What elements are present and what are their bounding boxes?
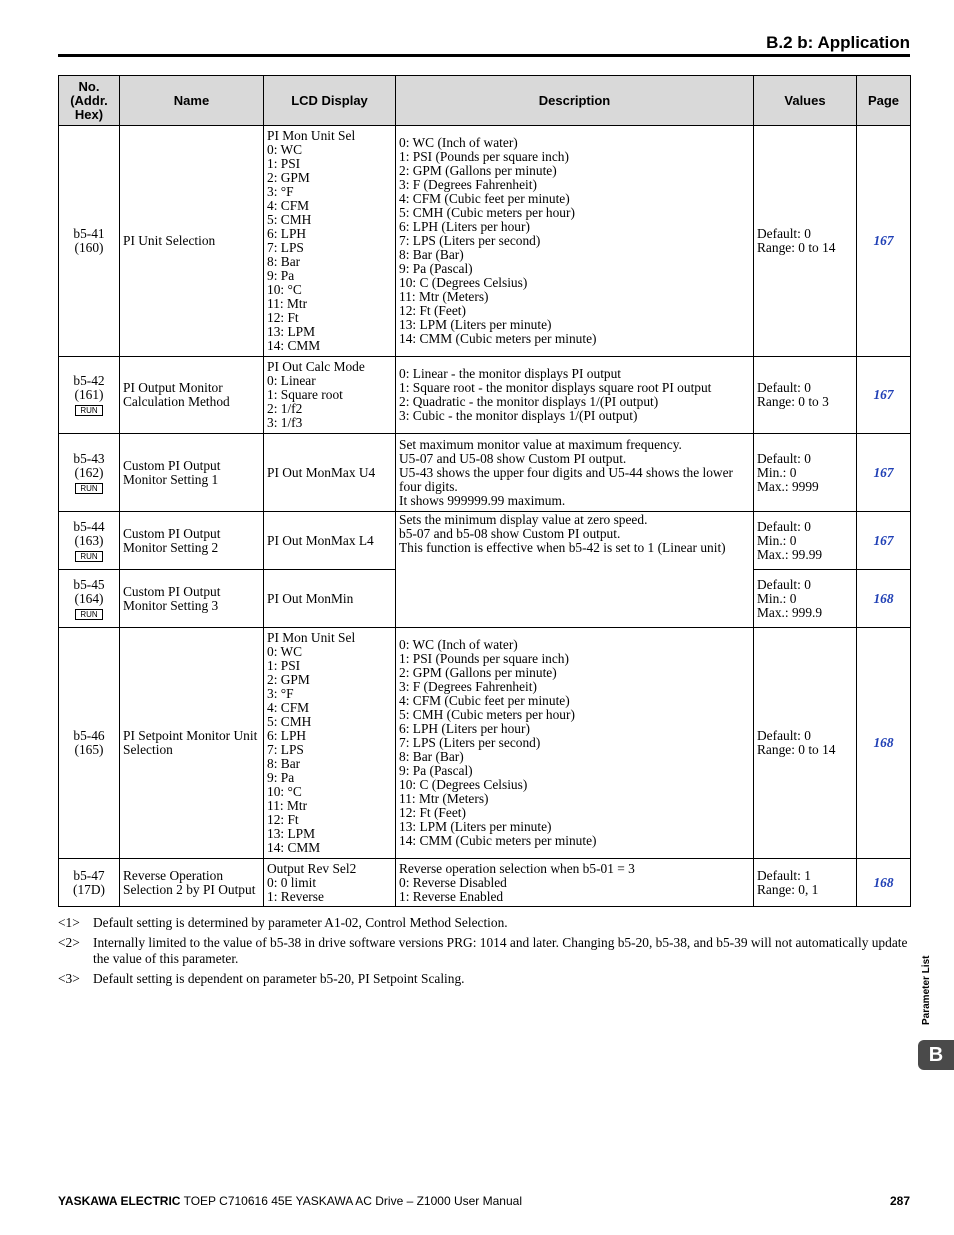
- param-address: (17D): [73, 881, 105, 897]
- page-link[interactable]: 167: [873, 387, 894, 402]
- footnote-number: <1>: [58, 915, 80, 930]
- param-values: Default: 0 Range: 0 to 14: [754, 126, 857, 357]
- param-address: (164): [74, 590, 104, 606]
- param-name: Custom PI Output Monitor Setting 3: [120, 570, 264, 628]
- param-description: Sets the minimum display value at zero speed. b5-07 and b5-08 show Custom PI output. This function is effective when b5-42 is set to 1 (Linear unit): [396, 512, 754, 628]
- column-header-no: No. (Addr. Hex): [59, 76, 120, 126]
- lcd-display: PI Out Calc Mode 0: Linear 1: Square root 2: 1/f2 3: 1/f3: [264, 357, 396, 434]
- param-address: (162): [74, 464, 104, 480]
- param-name: PI Setpoint Monitor Unit Selection: [120, 628, 264, 859]
- table-row: [59, 859, 911, 907]
- column-header-page: Page: [857, 76, 911, 126]
- param-number: b5-45: [73, 576, 105, 592]
- param-address: (165): [74, 742, 104, 757]
- param-number-cell: [59, 859, 120, 907]
- page-link[interactable]: 167: [873, 464, 894, 480]
- chapter-tab[interactable]: B: [918, 1040, 954, 1070]
- header-rule: [58, 54, 910, 57]
- run-badge: RUN: [75, 483, 103, 494]
- footnote: [58, 935, 910, 967]
- param-number: b5-43: [73, 450, 105, 466]
- lcd-display: PI Out MonMax L4: [264, 512, 396, 570]
- param-name: Custom PI Output Monitor Setting 2: [120, 512, 264, 570]
- param-description: 0: WC (Inch of water) 1: PSI (Pounds per square inch) 2: GPM (Gallons per minute) 3: F (Degrees Fahrenheit) 4: CFM (Cubic feet per minute) 5: CMH (Cubic meters per hour) 6: LPH (Liters per hour) 7: LPS (Liters per second) 8: Bar (Bar) 9: Pa (Pascal) 10: C (Degrees Celsius) 11: Mtr (Meters) 12: Ft (Feet) 13: LPM (Liters per minute) 14: CMM (Cubic meters per minute): [396, 126, 754, 357]
- param-values: Default: 0 Min.: 0 Max.: 99.99: [754, 512, 857, 570]
- param-number-cell: [59, 512, 120, 570]
- lcd-display: PI Out MonMin: [264, 570, 396, 628]
- footer-brand: YASKAWA ELECTRIC: [58, 1194, 181, 1208]
- param-number: b5-44: [73, 518, 105, 534]
- page-number: 287: [889, 1194, 910, 1208]
- run-badge: RUN: [75, 405, 103, 416]
- footer-document: [58, 1194, 522, 1208]
- param-number: b5-41: [73, 226, 105, 241]
- param-address: (160): [74, 240, 104, 255]
- param-values: Default: 1 Range: 0, 1: [754, 859, 857, 907]
- table-row: [59, 512, 911, 570]
- column-header-description: Description: [396, 76, 754, 126]
- page-cell: [857, 859, 911, 907]
- column-header-name: Name: [120, 76, 264, 126]
- footnote: [58, 915, 910, 931]
- page-cell: [857, 512, 911, 570]
- page-link[interactable]: 168: [873, 590, 894, 606]
- column-header-lcd: LCD Display: [264, 76, 396, 126]
- lcd-display: PI Out MonMax U4: [264, 434, 396, 512]
- column-header-values: Values: [754, 76, 857, 126]
- param-number: b5-47: [73, 867, 105, 883]
- param-number-cell: [59, 628, 120, 859]
- page-cell: [857, 570, 911, 628]
- page-cell: [857, 357, 911, 434]
- lcd-display: Output Rev Sel2 0: 0 limit 1: Reverse: [264, 859, 396, 907]
- footnote-text: Internally limited to the value of b5-38 in drive software versions PRG: 1014 and later. Changing b5-20, b5-38, and b5-39 will not automatically update the value of this parameter.: [93, 935, 908, 966]
- param-values: Default: 0 Min.: 0 Max.: 999.9: [754, 570, 857, 628]
- footnotes: [58, 915, 910, 991]
- footer-doc-title: TOEP C710616 45E YASKAWA AC Drive – Z1000 User Manual: [180, 1194, 522, 1208]
- param-number: b5-42: [73, 373, 105, 388]
- table-row: [59, 126, 911, 357]
- footnote-number: <3>: [58, 971, 80, 986]
- table-row: [59, 434, 911, 512]
- run-badge: RUN: [75, 551, 103, 562]
- parameter-table: [58, 75, 911, 907]
- run-badge: RUN: [75, 609, 103, 620]
- param-address: (163): [74, 532, 104, 548]
- page-cell: [857, 126, 911, 357]
- page-cell: [857, 628, 911, 859]
- param-values: Default: 0 Min.: 0 Max.: 9999: [754, 434, 857, 512]
- section-title: B.2 b: Application: [766, 33, 910, 52]
- param-name: PI Unit Selection: [120, 126, 264, 357]
- param-description: Reverse operation selection when b5-01 = 3 0: Reverse Disabled 1: Reverse Enabled: [396, 859, 754, 907]
- table-row: [59, 357, 911, 434]
- param-number-cell: [59, 357, 120, 434]
- table-header-row: [59, 76, 911, 126]
- param-values: Default: 0 Range: 0 to 3: [754, 357, 857, 434]
- param-name: PI Output Monitor Calculation Method: [120, 357, 264, 434]
- footnote: [58, 971, 910, 987]
- page-cell: [857, 434, 911, 512]
- param-name: Reverse Operation Selection 2 by PI Output: [120, 859, 264, 907]
- param-number-cell: [59, 126, 120, 357]
- param-description: 0: Linear - the monitor displays PI output 1: Square root - the monitor displays square root PI output 2: Quadratic - the monitor displays 1/(PI output) 3: Cubic - the monitor displays 1/(PI output): [396, 357, 754, 434]
- param-name: Custom PI Output Monitor Setting 1: [120, 434, 264, 512]
- page-link[interactable]: 167: [873, 532, 894, 548]
- footnote-text: Default setting is dependent on parameter b5-20, PI Setpoint Scaling.: [93, 971, 465, 986]
- footnote-text: Default setting is determined by parameter A1-02, Control Method Selection.: [93, 915, 508, 930]
- param-number-cell: [59, 570, 120, 628]
- param-number: b5-46: [73, 728, 105, 743]
- footnote-number: <2>: [58, 935, 80, 950]
- param-address: (161): [74, 387, 104, 402]
- chapter-side-label: Parameter List: [921, 955, 932, 1025]
- lcd-display: PI Mon Unit Sel 0: WC 1: PSI 2: GPM 3: °F 4: CFM 5: CMH 6: LPH 7: LPS 8: Bar 9: Pa 10: °C 11: Mtr 12: Ft 13: LPM 14: CMM: [264, 126, 396, 357]
- param-description: 0: WC (Inch of water) 1: PSI (Pounds per square inch) 2: GPM (Gallons per minute) 3: F (Degrees Fahrenheit) 4: CFM (Cubic feet per minute) 5: CMH (Cubic meters per hour) 6: LPH (Liters per hour) 7: LPS (Liters per second) 8: Bar (Bar) 9: Pa (Pascal) 10: C (Degrees Celsius) 11: Mtr (Meters) 12: Ft (Feet) 13: LPM (Liters per minute) 14: CMM (Cubic meters per minute): [396, 628, 754, 859]
- page-link[interactable]: 167: [873, 233, 894, 248]
- page-link[interactable]: 168: [873, 735, 894, 750]
- param-values: Default: 0 Range: 0 to 14: [754, 628, 857, 859]
- param-number-cell: [59, 434, 120, 512]
- table-row: [59, 628, 911, 859]
- param-description: Set maximum monitor value at maximum frequency. U5-07 and U5-08 show Custom PI output. U5-43 shows the upper four digits and U5-44 shows the lower four digits. It shows 999999.99 maximum.: [396, 434, 754, 512]
- lcd-display: PI Mon Unit Sel 0: WC 1: PSI 2: GPM 3: °F 4: CFM 5: CMH 6: LPH 7: LPS 8: Bar 9: Pa 10: °C 11: Mtr 12: Ft 13: LPM 14: CMM: [264, 628, 396, 859]
- page-link[interactable]: 168: [873, 874, 894, 890]
